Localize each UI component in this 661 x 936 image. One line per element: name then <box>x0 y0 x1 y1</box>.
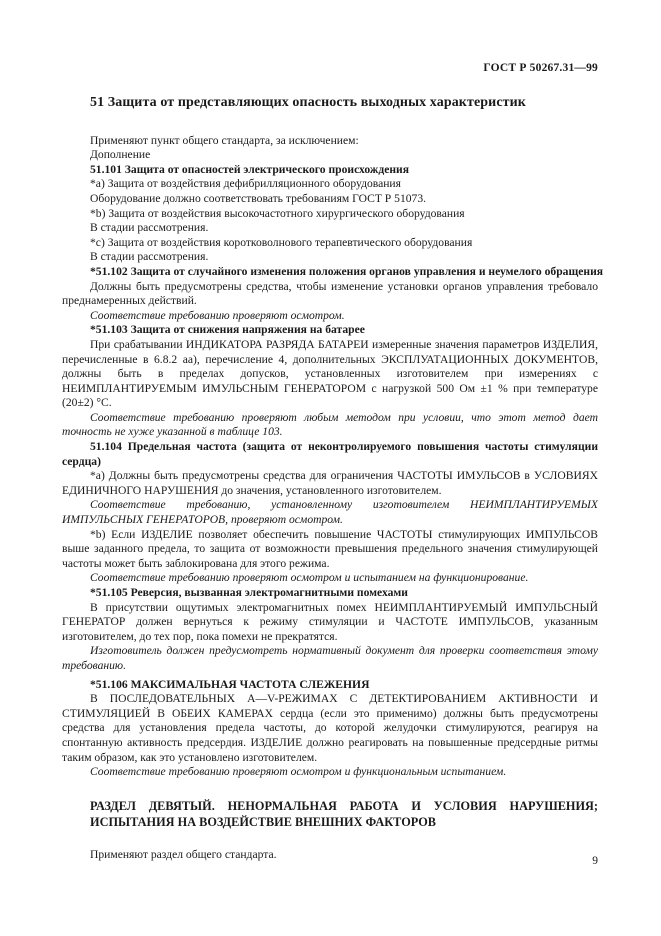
paragraph: Применяют раздел общего стандарта. <box>90 847 277 861</box>
page-number: 9 <box>592 855 598 867</box>
paragraph: *с) Защита от воздействия коротковолнового терапевтического оборудования <box>90 235 473 249</box>
compliance-note: Изготовитель должен предусмотреть нормативный документ для проверки соответствия этому требованию. <box>62 644 598 672</box>
paragraph: Применяют пункт общего стандарта, за исключением: <box>90 133 359 147</box>
clause-heading: *51.103 Защита от снижения напряжения на батарее <box>90 323 365 337</box>
clause-heading: 51.101 Защита от опасностей электрического происхождения <box>90 162 409 176</box>
paragraph: Дополнение <box>90 148 151 162</box>
paragraph: В стадии рассмотрения. <box>90 221 209 235</box>
compliance-note: Соответствие требованию, установленному изготовителем НЕИМПЛАНТИРУЕМЫХ ИМПУЛЬСНЫХ ГЕНЕРАТОРОВ, проверяют осмотром. <box>62 498 598 527</box>
compliance-note: Соответствие требованию проверяют осмотром. <box>90 308 345 322</box>
paragraph: *а) Должны быть предусмотрены средства для ограничения ЧАСТОТЫ ИМУЛЬСОВ в УСЛОВИЯХ ЕДИНИЧНОГО НАРУШЕНИЯ до значения, установленного изготовителем. <box>62 469 598 497</box>
paragraph: В ПОСЛЕДОВАТЕЛЬНЫХ А—V-РЕЖИМАХ С ДЕТЕКТИРОВАНИЕМ АКТИВНОСТИ И СТИМУЛЯЦИЕЙ В ОБЕИХ КАМЕРАХ сердца (если это применимо) должны быть предусмотрены средства для установления предела частоты, до которой желудочки стимулируются, реагируя на спонтанную активность предсердия. ИЗДЕЛИЕ должно реагировать на повышенные предсердные ритмы таким образом, как это установлено изготовителем. <box>62 692 598 764</box>
document-body <box>62 95 604 862</box>
clause-heading: *51.102 Защита от случайного изменения положения органов управления и неумелого обращения <box>90 264 604 278</box>
paragraph: Оборудование должно соответствовать требованиям ГОСТ Р 51073. <box>90 191 427 205</box>
standard-code-header: ГОСТ Р 50267.31—99 <box>483 62 598 74</box>
paragraph: Должны быть предусмотрены средства, чтобы изменение установки органов управления требовало преднамеренных действий. <box>62 279 598 308</box>
paragraph: *b) Если ИЗДЕЛИЕ позволяет обеспечить повышение ЧАСТОТЫ стимулирующих ИМПУЛЬСОВ выше заданного предела, то защита от возможности превышения предельного значения стимулирующей частоты может быть заблокирована для этого режима. <box>62 527 598 570</box>
compliance-note: Соответствие требованию проверяют осмотром и испытанием на функционирование. <box>90 571 529 585</box>
paragraph: В стадии рассмотрения. <box>90 250 209 264</box>
clause-heading: *51.105 Реверсия, вызванная электромагнитными помехами <box>90 586 408 599</box>
paragraph: При срабатывании ИНДИКАТОРА РАЗРЯДА БАТАРЕИ измеренные значения параметров ИЗДЕЛИЯ, перечисленные в 6.8.2 аа), перечисление 4, дополнительных ЭКСПЛУАТАЦИОННЫХ ДОКУМЕНТОВ, должны быть в пределах допусков, установленных изготовителем при измерениях с НЕИМПЛАНТИРУЕМЫМ ИМУЛЬСНЫМ ГЕНЕРАТОРОМ с нагрузкой 500 Ом ±1 % при температуре (20±2) °С. <box>62 337 598 410</box>
paragraph: *b) Защита от воздействия высокочастотного хирургического оборудования <box>90 206 465 220</box>
paragraph: *а) Защита от воздействия дефибрилляционного оборудования <box>90 177 401 191</box>
section-title: 51 Защита от представляющих опасность выходных характеристик <box>90 95 526 110</box>
paragraph: В присутствии ощутимых электромагнитных помех НЕИМПЛАНТИРУЕМЫЙ ИМПУЛЬСНЫЙ ГЕНЕРАТОР должен вернуться к режиму стимуляции и ЧАСТОТЕ ИМПУЛЬСОВ, указанным изготовителем, до тех пор, пока помехи не прекратятся. <box>62 600 598 643</box>
chapter-heading: РАЗДЕЛ ДЕВЯТЫЙ. НЕНОРМАЛЬНАЯ РАБОТА И УСЛОВИЯ НАРУШЕНИЯ; ИСПЫТАНИЯ НА ВОЗДЕЙСТВИЕ ВНЕШНИХ ФАКТОРОВ <box>90 798 598 829</box>
compliance-note: Соответствие требованию проверяют любым методом при условии, что этот метод дает точность не хуже указанной в таблице 103. <box>62 410 598 439</box>
clause-heading: 51.104 Предельная частота (защита от неконтролируемого повышения частоты стимуляции сердца) <box>62 440 598 468</box>
clause-heading: *51.106 МАКСИМАЛЬНАЯ ЧАСТОТА СЛЕЖЕНИЯ <box>90 677 370 691</box>
compliance-note: Соответствие требованию проверяют осмотром и функциональным испытанием. <box>90 765 507 779</box>
